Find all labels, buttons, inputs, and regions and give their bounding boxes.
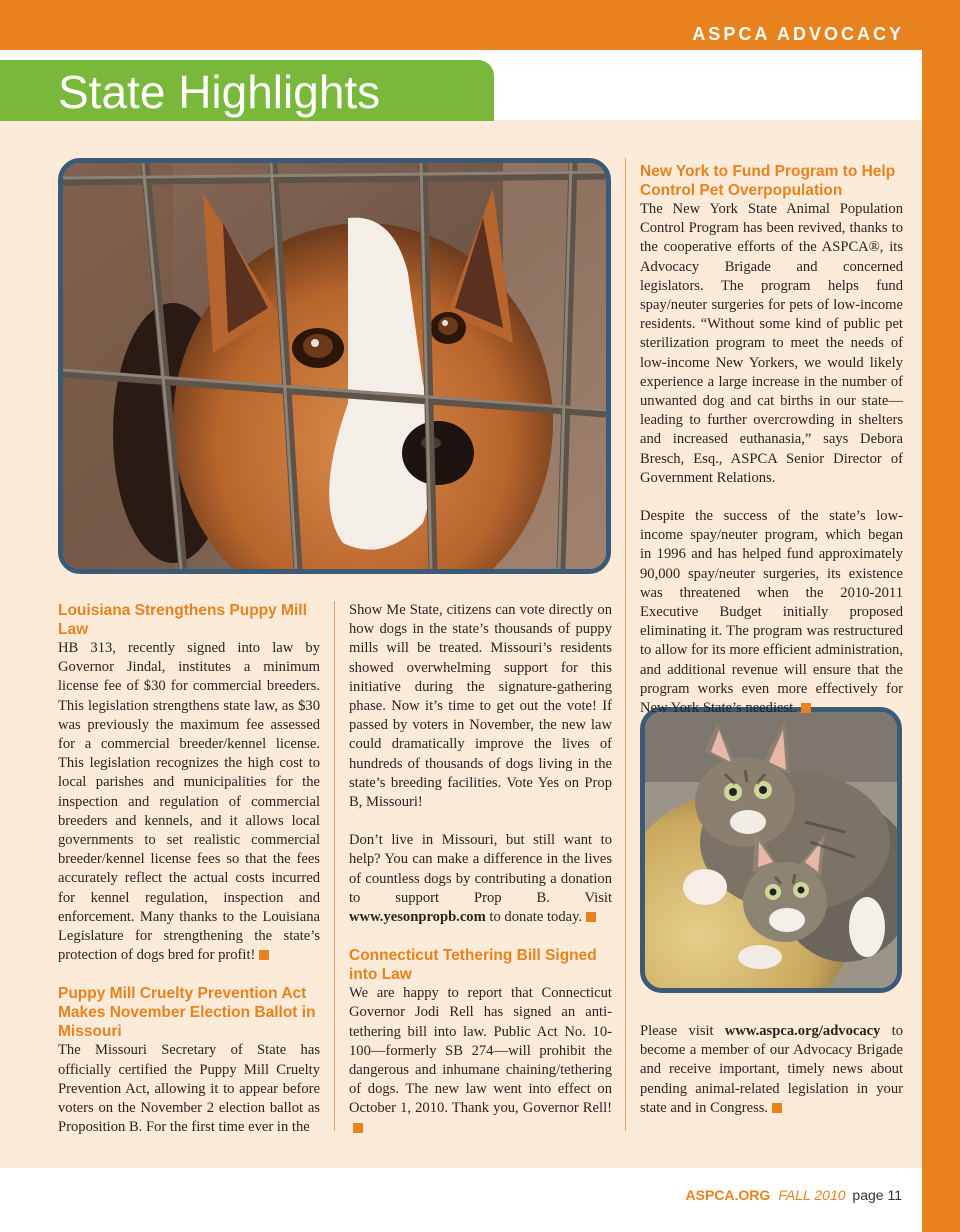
end-mark bbox=[772, 1103, 782, 1113]
end-mark bbox=[353, 1123, 363, 1133]
column-3 bbox=[640, 162, 903, 718]
yesonpropb-link[interactable]: www.yesonpropb.com bbox=[349, 909, 486, 926]
newyork-body-2: Despite the success of the state’s low-income spay/neuter program, which began in 1996 and has helped fund approximately 90,000 spay/neuter surgeries, its existence was threatened when the 2010-2011 Executive Budget initially proposed eliminating it. The program was restructured to allow for its more efficient administration, and additional revenue will ensure that the program works even more effectively for New York State’s neediest. bbox=[640, 508, 903, 717]
missouri-body-part1: The Missouri Secretary of State has officially certified the Puppy Mill Cruelty Prevention Act, allowing it to appear before voters on the November 2 election ballot as Proposition B. For the first time ever in the bbox=[58, 1042, 320, 1136]
column-divider bbox=[625, 158, 626, 1131]
advocacy-cta bbox=[640, 1022, 903, 1118]
newyork-body-1: The New York State Animal Population Control Program has been revived, thanks to the cooperative efforts of the ASPCA®, its Advocacy Brigade and concerned legislators. The program helps fund spay/neuter surgeries for pets of low-income residents. “Without some kind of public pet sterilization program to meet the needs of low-income New Yorkers, we would likely experience a large increase in the number of unwanted dog and cat births in our state—leading to further overcrowding in shelters and increased euthanasia,” says Debora Bresch, Esq., ASPCA Senior Director of Government Relations. bbox=[640, 201, 903, 486]
missouri-help: Don’t live in Missouri, but still want to help? You can make a difference in the lives of countless dogs by contributing a donation to support Prop B. Visit www.yesonpropb.com to donate today. bbox=[349, 832, 612, 926]
right-edge-bar bbox=[922, 0, 960, 1232]
section-label: ASPCA ADVOCACY bbox=[692, 24, 904, 44]
footer-site: ASPCA.ORG bbox=[685, 1187, 771, 1203]
footer-issue: FALL 2010 bbox=[778, 1187, 846, 1203]
aspca-advocacy-link[interactable]: www.aspca.org/advocacy bbox=[724, 1023, 881, 1039]
louisiana-body: HB 313, recently signed into law by Governor Jindal, institutes a minimum license fee of $30 for commercial breeders. This legislation strengthens state law, as $30 was previously the maximum fee assessed for a commercial breeder/kennel license. This legislation recognizes the high cost to local parishes and municipalities for the inspection and regulation of commercial breeders and kennels, and it allows local governments to set realistic commercial breeder/kennel license fees so that the fees accurately reflect the actual costs incurred for kennel regulation, inspection and enforcement. Many thanks to the Louisiana Legislature for strengthening the state’s protection of dogs bred for profit! bbox=[58, 640, 320, 964]
connecticut-body: We are happy to report that Connecticut Governor Jodi Rell has signed an anti-tethering bill into law. Public Act No. 10-100—formerly SB 274—will prohibit the dangerous and inhumane chaining/tethering of dogs. The new law went into effect on October 1, 2010. Thank you, Governor Rell! bbox=[349, 984, 612, 1138]
cta-text: Please visit www.aspca.org/advocacy to become a member of our Advocacy Brigade and receive important, timely news about pending animal-related legislation in your state and in Congress. bbox=[640, 1023, 903, 1116]
louisiana-heading: Louisiana Strengthens Puppy Mill Law bbox=[58, 602, 307, 638]
missouri-heading: Puppy Mill Cruelty Prevention Act Makes November Election Ballot in Missouri bbox=[58, 985, 316, 1041]
column-2 bbox=[349, 601, 612, 1138]
connecticut-heading: Connecticut Tethering Bill Signed into Law bbox=[349, 947, 597, 984]
newyork-heading: New York to Fund Program to Help Control Pet Overpopulation bbox=[640, 163, 896, 199]
footer-page-number: page 11 bbox=[852, 1187, 902, 1203]
column-1 bbox=[58, 601, 320, 1137]
page-footer bbox=[686, 1187, 902, 1203]
end-mark bbox=[586, 912, 596, 922]
page-title: State Highlights bbox=[58, 66, 381, 118]
column-divider bbox=[334, 601, 335, 1131]
end-mark bbox=[259, 950, 269, 960]
missouri-body-part2: Show Me State, citizens can vote directly on how dogs in the state’s thousands of puppy mills will be treated. Missouri’s residents showed overwhelming support for this initiative during the signature-gathering phase. Now it’s time to get out the vote! If passed by voters in November, the new law could dramatically improve the lives of hundreds of thousands of dogs living in the state’s breeding facilities. Vote Yes on Prop B, Missouri! bbox=[349, 602, 612, 811]
dog-behind-cage-photo bbox=[58, 158, 611, 574]
end-mark bbox=[801, 703, 811, 713]
kittens-photo bbox=[640, 707, 902, 993]
